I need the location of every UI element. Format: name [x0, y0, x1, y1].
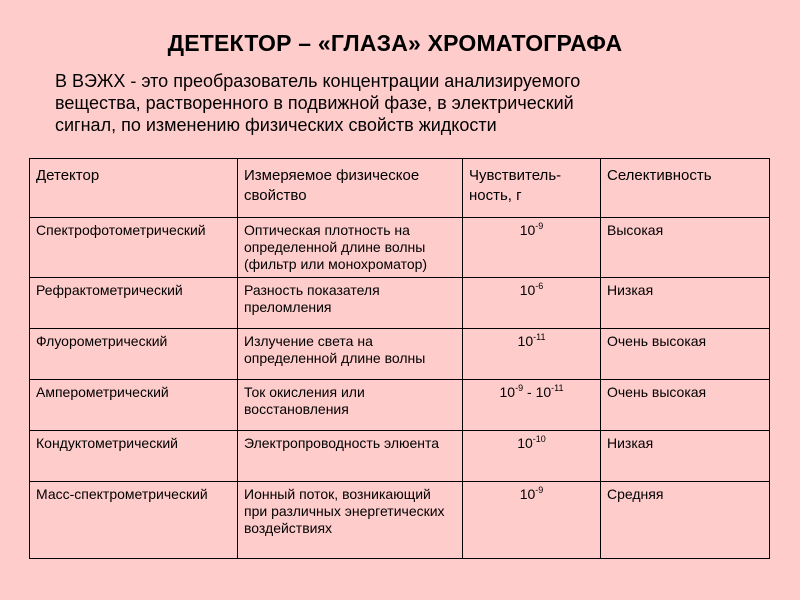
- sensitivity-base: 10: [535, 384, 552, 400]
- table-row: [30, 278, 770, 329]
- cell-property: Электропроводность элюента: [238, 431, 463, 482]
- intro-line: В ВЭЖХ - это преобразователь концентрации анализируемого: [55, 71, 581, 91]
- sensitivity-exponent: -11: [533, 332, 546, 342]
- sensitivity-base: 10: [517, 435, 533, 451]
- sensitivity-base: 10: [519, 282, 536, 298]
- sensitivity-exponent: -9: [515, 383, 524, 393]
- table-header-row: [30, 159, 770, 218]
- sensitivity-base: 10: [517, 333, 534, 349]
- cell-property: Разность показателя преломления: [238, 278, 463, 329]
- intro-line: сигнал, по изменению физических свойств жидкости: [55, 115, 497, 135]
- cell-property: Ток окисления или восстановления: [238, 380, 463, 431]
- sensitivity-range-separator: -: [523, 384, 536, 400]
- cell-selectivity: Низкая: [601, 431, 770, 482]
- page-title: ДЕТЕКТОР – «ГЛАЗА» ХРОМАТОГРАФА: [167, 30, 623, 56]
- cell-selectivity: Очень высокая: [601, 329, 770, 380]
- table-row: [30, 482, 770, 559]
- table-row: [30, 218, 770, 278]
- cell-sensitivity: [463, 278, 601, 329]
- sensitivity-base: 10: [519, 486, 536, 502]
- cell-selectivity: Высокая: [601, 218, 770, 278]
- cell-property: Излучение света на определенной длине волны: [238, 329, 463, 380]
- header-selectivity: Селективность: [601, 159, 770, 218]
- cell-detector: Масс-спектрометрический: [30, 482, 238, 559]
- cell-detector: Флуорометрический: [30, 329, 238, 380]
- sensitivity-exponent: -10: [532, 434, 546, 444]
- detectors-table: [29, 158, 770, 559]
- cell-sensitivity: [463, 380, 601, 431]
- cell-selectivity: Очень высокая: [601, 380, 770, 431]
- header-detector: Детектор: [30, 159, 238, 218]
- table-row: [30, 329, 770, 380]
- cell-detector: Кондуктометрический: [30, 431, 238, 482]
- header-property: Измеряемое физическое свойство: [238, 159, 463, 218]
- table-row: [30, 380, 770, 431]
- sensitivity-exponent: -6: [535, 281, 544, 291]
- cell-detector: Амперометрический: [30, 380, 238, 431]
- cell-detector: Спектрофотометрический: [30, 218, 238, 278]
- cell-property: Оптическая плотность на определенной длине волны (фильтр или монохроматор): [238, 218, 463, 278]
- sensitivity-exponent: -9: [535, 221, 544, 231]
- intro-paragraph: [55, 70, 665, 136]
- cell-property: Ионный поток, возникающий при различных энергетических воздействиях: [238, 482, 463, 559]
- sensitivity-exponent: -9: [535, 485, 544, 495]
- cell-sensitivity: [463, 329, 601, 380]
- cell-selectivity: Низкая: [601, 278, 770, 329]
- table-row: [30, 431, 770, 482]
- header-sensitivity: Чувствитель-ность, г: [463, 159, 601, 218]
- cell-selectivity: Средняя: [601, 482, 770, 559]
- intro-line: вещества, растворенного в подвижной фазе, в электрический: [55, 93, 574, 113]
- cell-sensitivity: [463, 482, 601, 559]
- sensitivity-exponent: -11: [551, 383, 564, 393]
- cell-sensitivity: [463, 218, 601, 278]
- sensitivity-base: 10: [499, 384, 516, 400]
- sensitivity-base: 10: [519, 222, 536, 238]
- cell-sensitivity: [463, 431, 601, 482]
- cell-detector: Рефрактометрический: [30, 278, 238, 329]
